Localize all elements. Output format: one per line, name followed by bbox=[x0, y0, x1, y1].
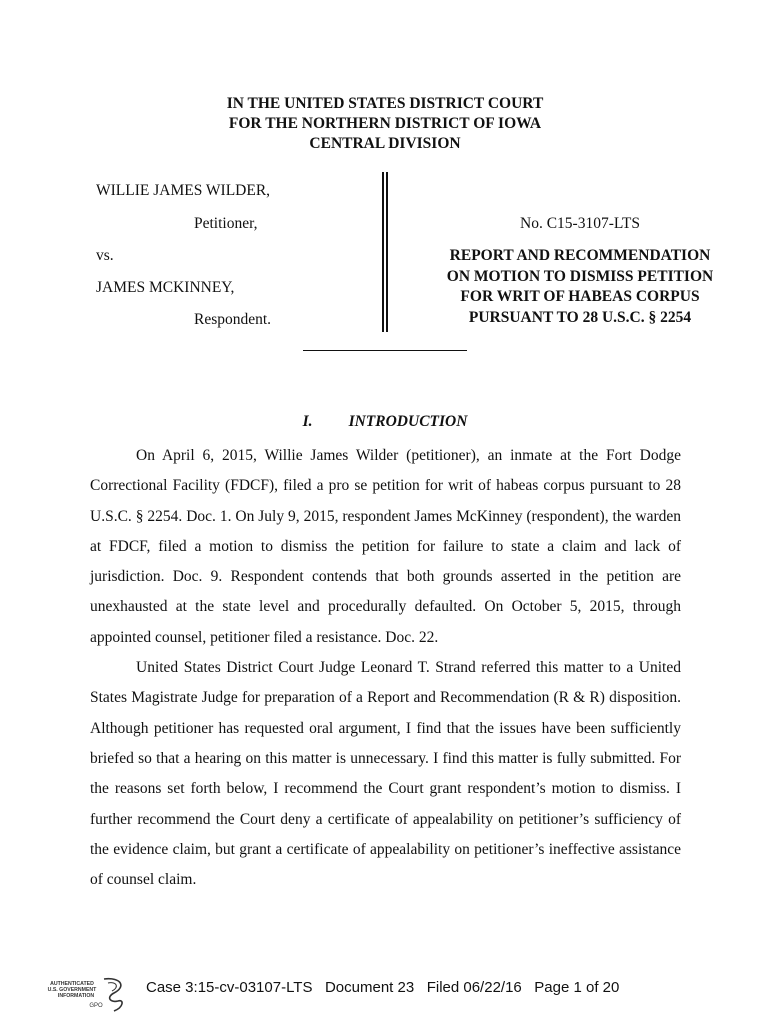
respondent-role: Respondent. bbox=[194, 311, 272, 328]
court-name-line-1: IN THE UNITED STATES DISTRICT COURT bbox=[226, 95, 544, 112]
caption-rule bbox=[303, 350, 467, 351]
logo-text: GPO bbox=[89, 1003, 103, 1009]
report-title-line: FOR WRIT OF HABEAS CORPUS bbox=[460, 288, 700, 305]
petitioner-name: WILLIE JAMES WILDER, bbox=[96, 182, 271, 199]
report-title-line: PURSUANT TO 28 U.S.C. § 2254 bbox=[468, 308, 692, 326]
report-title-line: ON MOTION TO DISMISS PETITION bbox=[446, 267, 714, 285]
court-header bbox=[0, 94, 770, 154]
body-text bbox=[90, 441, 681, 895]
report-title-line: REPORT AND RECOMMENDATION bbox=[449, 247, 711, 264]
court-division: CENTRAL DIVISION bbox=[309, 135, 461, 152]
versus-label: vs. bbox=[96, 247, 114, 264]
logo-text: AUTHENTICATED bbox=[50, 981, 94, 987]
respondent-name: JAMES MCKINNEY, bbox=[96, 279, 235, 296]
gpo-authenticated-seal-icon bbox=[44, 977, 134, 1013]
paragraph: United States District Court Judge Leonard T. Strand referred this matter to a United States Magistrate Judge for preparation of a Report and Recommendation (R & R) disposition. Although petitioner has requested oral argument, I find that the issues have been sufficiently briefed so that a hearing on this matter is unnecessary. I find this matter is fully submitted. For the reasons set forth below, I recommend the Court grant respondent’s motion to dismiss. I further recommend the Court deny a certificate of appealability on petitioner’s sufficiency of the evidence claim, but grant a certificate of appealability on petitioner’s ineffective assistance of counsel claim. bbox=[90, 659, 681, 889]
case-filing-info: Case 3:15-cv-03107-LTS Document 23 Filed 06/22/16 Page 1 of 20 bbox=[146, 979, 620, 996]
petitioner-role: Petitioner, bbox=[194, 215, 258, 232]
section-title: INTRODUCTION bbox=[348, 413, 468, 430]
caption-divider bbox=[382, 172, 388, 332]
report-title bbox=[390, 246, 770, 328]
section-heading bbox=[0, 413, 770, 431]
paragraph: On April 6, 2015, Willie James Wilder (petitioner), an inmate at the Fort Dodge Correctional Facility (FDCF), filed a pro se petition for writ of habeas corpus pursuant to 28 U.S.C. § 2254. Doc. 1. On July 9, 2015, respondent James McKinney (respondent), the warden at FDCF, filed a motion to dismiss the petition for failure to state a claim and lack of jurisdiction. Doc. 9. Respondent contends that both grounds asserted in the petition are unexhausted at the state level and procedurally defaulted. On October 5, 2015, through appointed counsel, petitioner filed a resistance. Doc. 22. bbox=[90, 447, 681, 646]
page-footer bbox=[44, 977, 744, 1013]
logo-text: U.S. GOVERNMENT bbox=[47, 987, 97, 993]
case-number: No. C15-3107-LTS bbox=[520, 215, 640, 232]
logo-text: INFORMATION bbox=[57, 993, 95, 999]
court-name-line-2: FOR THE NORTHERN DISTRICT OF IOWA bbox=[228, 115, 542, 132]
section-number: I. bbox=[302, 413, 313, 430]
